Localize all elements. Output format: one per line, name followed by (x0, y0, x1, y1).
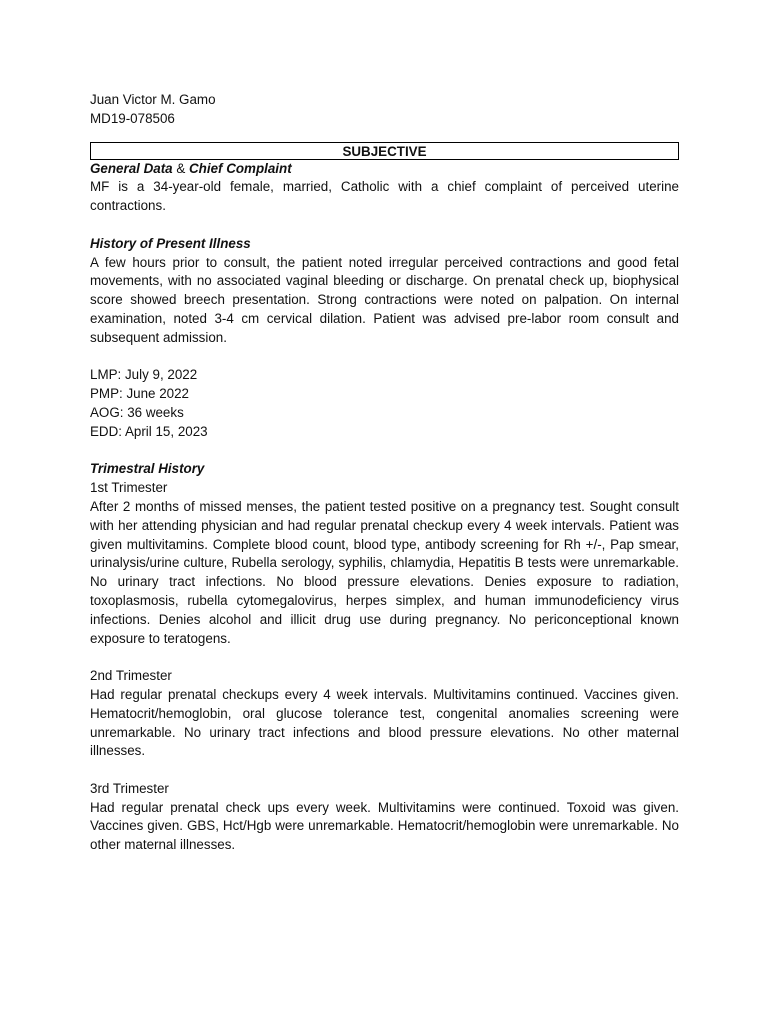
hpi-title: History of Present Illness (90, 235, 251, 251)
lmp-line: LMP: July 9, 2022 (90, 367, 198, 383)
first-trimester-text: After 2 months of missed menses, the patient tested positive on a pregnancy test. Sought consult with her attending physician and had regular prenatal checkup every 4 week intervals. Patient was given multivitamins. Complete blood count, blood type, antibody screening for Rh +/-, Pap smear, urinalysis/urine culture, Rubella serology, syphilis, chlamydia, Hepatitis B tests were unremarkable. No urinary tract infections. No blood pressure elevations. Denies exposure to radiation, toxoplasmosis, rubella cytomegalovirus, herpes simplex, and human immunodeficiency virus infections. Denies alcohol and illicit drug use during pregnancy. No periconceptional known exposure to teratogens. (90, 498, 679, 646)
third-trimester-label: 3rd Trimester (90, 780, 169, 796)
chief-complaint-label: Chief Complaint (189, 160, 292, 176)
second-trimester-label: 2nd Trimester (90, 668, 172, 684)
trimestral-history-title: Trimestral History (90, 461, 205, 477)
hpi-text: A few hours prior to consult, the patient noted irregular perceived contractions and good fetal movements, with no associated vaginal bleeding or discharge. On prenatal check up, biophysical score showed breech presentation. Strong contractions were noted on palpation. On internal examination, noted 3-4 cm cervical dilation. Patient was advised pre-labor room consult and subsequent admission. (90, 254, 679, 345)
edd-line: EDD: April 15, 2023 (90, 423, 208, 439)
general-data-label: General Data (90, 160, 173, 176)
general-data-title (90, 160, 679, 179)
general-data-text: MF is a 34-year-old female, married, Catholic with a chief complaint of perceived uterine contractions. (90, 179, 679, 214)
pmp-line: PMP: June 2022 (90, 386, 190, 402)
first-trimester-label: 1st Trimester (90, 480, 168, 496)
student-id: MD19-078506 (90, 110, 175, 126)
document-page (90, 91, 679, 855)
aog-line: AOG: 36 weeks (90, 404, 184, 420)
third-trimester-text: Had regular prenatal check ups every week. Multivitamins were continued. Toxoid was given. Vaccines given. GBS, Hct/Hgb were unremarkable. Hematocrit/hemoglobin were unremarkable. No other maternal illnesses. (90, 799, 679, 853)
section-heading-subjective: SUBJECTIVE (90, 142, 679, 160)
second-trimester-text: Had regular prenatal checkups every 4 week intervals. Multivitamins continued. Vaccines given. Hematocrit/hemoglobin, oral glucose tolerance test, congenital anomalies screening were unremarkable. No urinary tract infections and blood pressure elevations. No other maternal illnesses. (90, 686, 679, 759)
author-name: Juan Victor M. Gamo (90, 92, 216, 107)
title-ampersand: & (172, 160, 189, 176)
